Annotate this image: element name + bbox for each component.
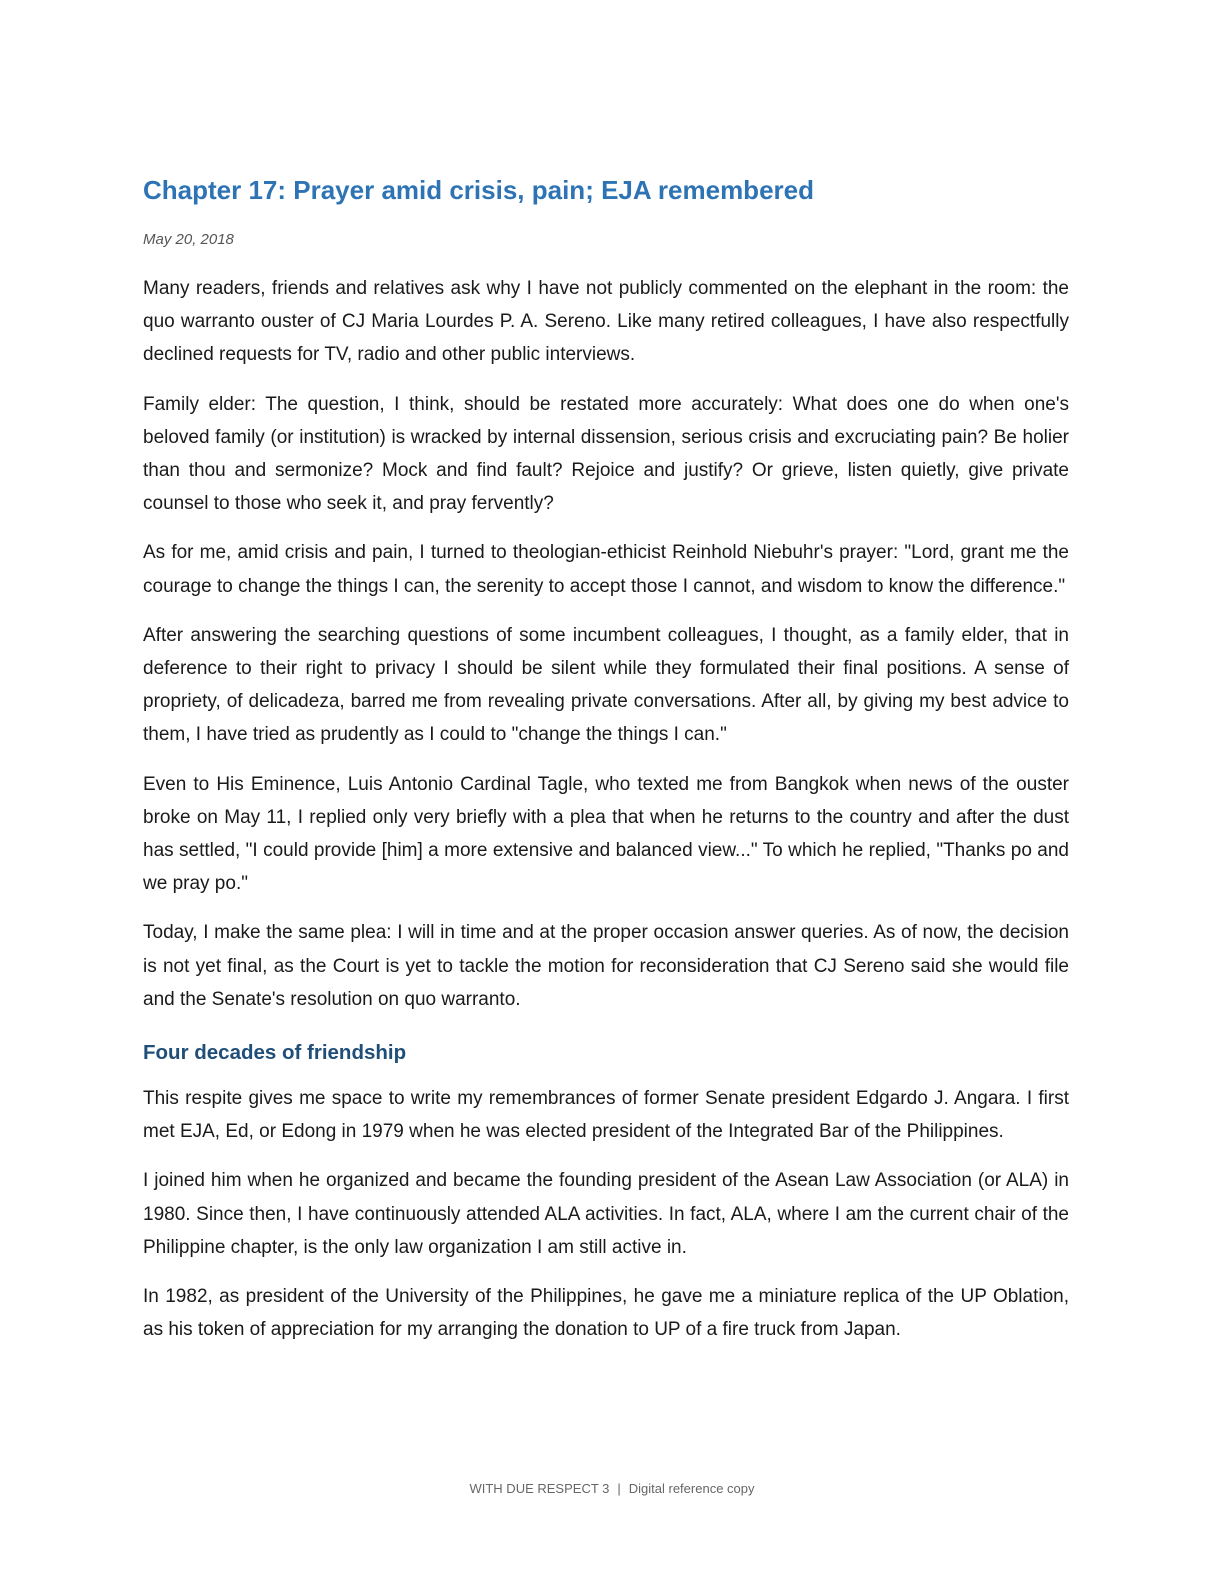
paragraph: Today, I make the same plea: I will in time and at the proper occasion answer queries. As of now, the decision is not yet final, as the Court is yet to tackle the motion for reconsideration that CJ Sereno said she would file and the Senate's resolution on quo warranto. bbox=[143, 922, 1069, 1010]
footer-note: Digital reference copy bbox=[628, 1481, 755, 1496]
paragraph: Many readers, friends and relatives ask why I have not publicly commented on the elephant in the room: the quo warranto ouster of CJ Maria Lourdes P. A. Sereno. Like many retired colleagues, I have also respectfully declined requests for TV, radio and other public interviews. bbox=[143, 278, 1069, 366]
footer-separator: | bbox=[617, 1481, 621, 1496]
paragraph: In 1982, as president of the University of the Philippines, he gave me a miniature replica of the UP Oblation, as his token of appreciation for my arranging the donation to UP of a fire truck from Japan. bbox=[143, 1286, 1069, 1341]
paragraph: After answering the searching questions of some incumbent colleagues, I thought, as a family elder, that in deference to their right to privacy I should be silent while they formulated their final positions. A sense of propriety, of delicadeza, barred me from revealing private conversations. After all, by giving my best advice to them, I have tried as prudently as I could to "change the things I can." bbox=[143, 624, 1069, 746]
paragraph: I joined him when he organized and became the founding president of the Asean Law Association (or ALA) in 1980. Since then, I have continuously attended ALA activities. In fact, ALA, where I am the current chair of the Philippine chapter, is the only law organization I am still active in. bbox=[143, 1170, 1069, 1258]
paragraph: Even to His Eminence, Luis Antonio Cardinal Tagle, who texted me from Bangkok when news of the ouster broke on May 11, I replied only very briefly with a plea that when he returns to the country and after the dust has settled, "I could provide [him] a more extensive and balanced view..." To which he replied, "Thanks po and we pray po." bbox=[143, 773, 1069, 895]
chapter-date: May 20, 2018 bbox=[143, 231, 234, 248]
section-heading: Four decades of friendship bbox=[143, 1041, 407, 1065]
footer-book-title: WITH DUE RESPECT 3 bbox=[469, 1481, 610, 1496]
paragraph: As for me, amid crisis and pain, I turned to theologian-ethicist Reinhold Niebuhr's prayer: "Lord, grant me the courage to change the things I can, the serenity to accept those I cannot, and wisdom to know the difference." bbox=[143, 542, 1069, 597]
paragraph: This respite gives me space to write my remembrances of former Senate president Edgardo J. Angara. I first met EJA, Ed, or Edong in 1979 when he was elected president of the Integrated Bar of the Philippines. bbox=[143, 1088, 1069, 1143]
page-footer bbox=[0, 1480, 1224, 1498]
chapter-title: Chapter 17: Prayer amid crisis, pain; EJA remembered bbox=[143, 175, 814, 205]
paragraph: Family elder: The question, I think, should be restated more accurately: What does one do when one's beloved family (or institution) is wracked by internal dissension, serious crisis and excruciating pain? Be holier than thou and sermonize? Mock and find fault? Rejoice and justify? Or grieve, listen quietly, give private counsel to those who seek it, and pray fervently? bbox=[143, 393, 1069, 515]
document-page bbox=[143, 172, 1069, 1346]
